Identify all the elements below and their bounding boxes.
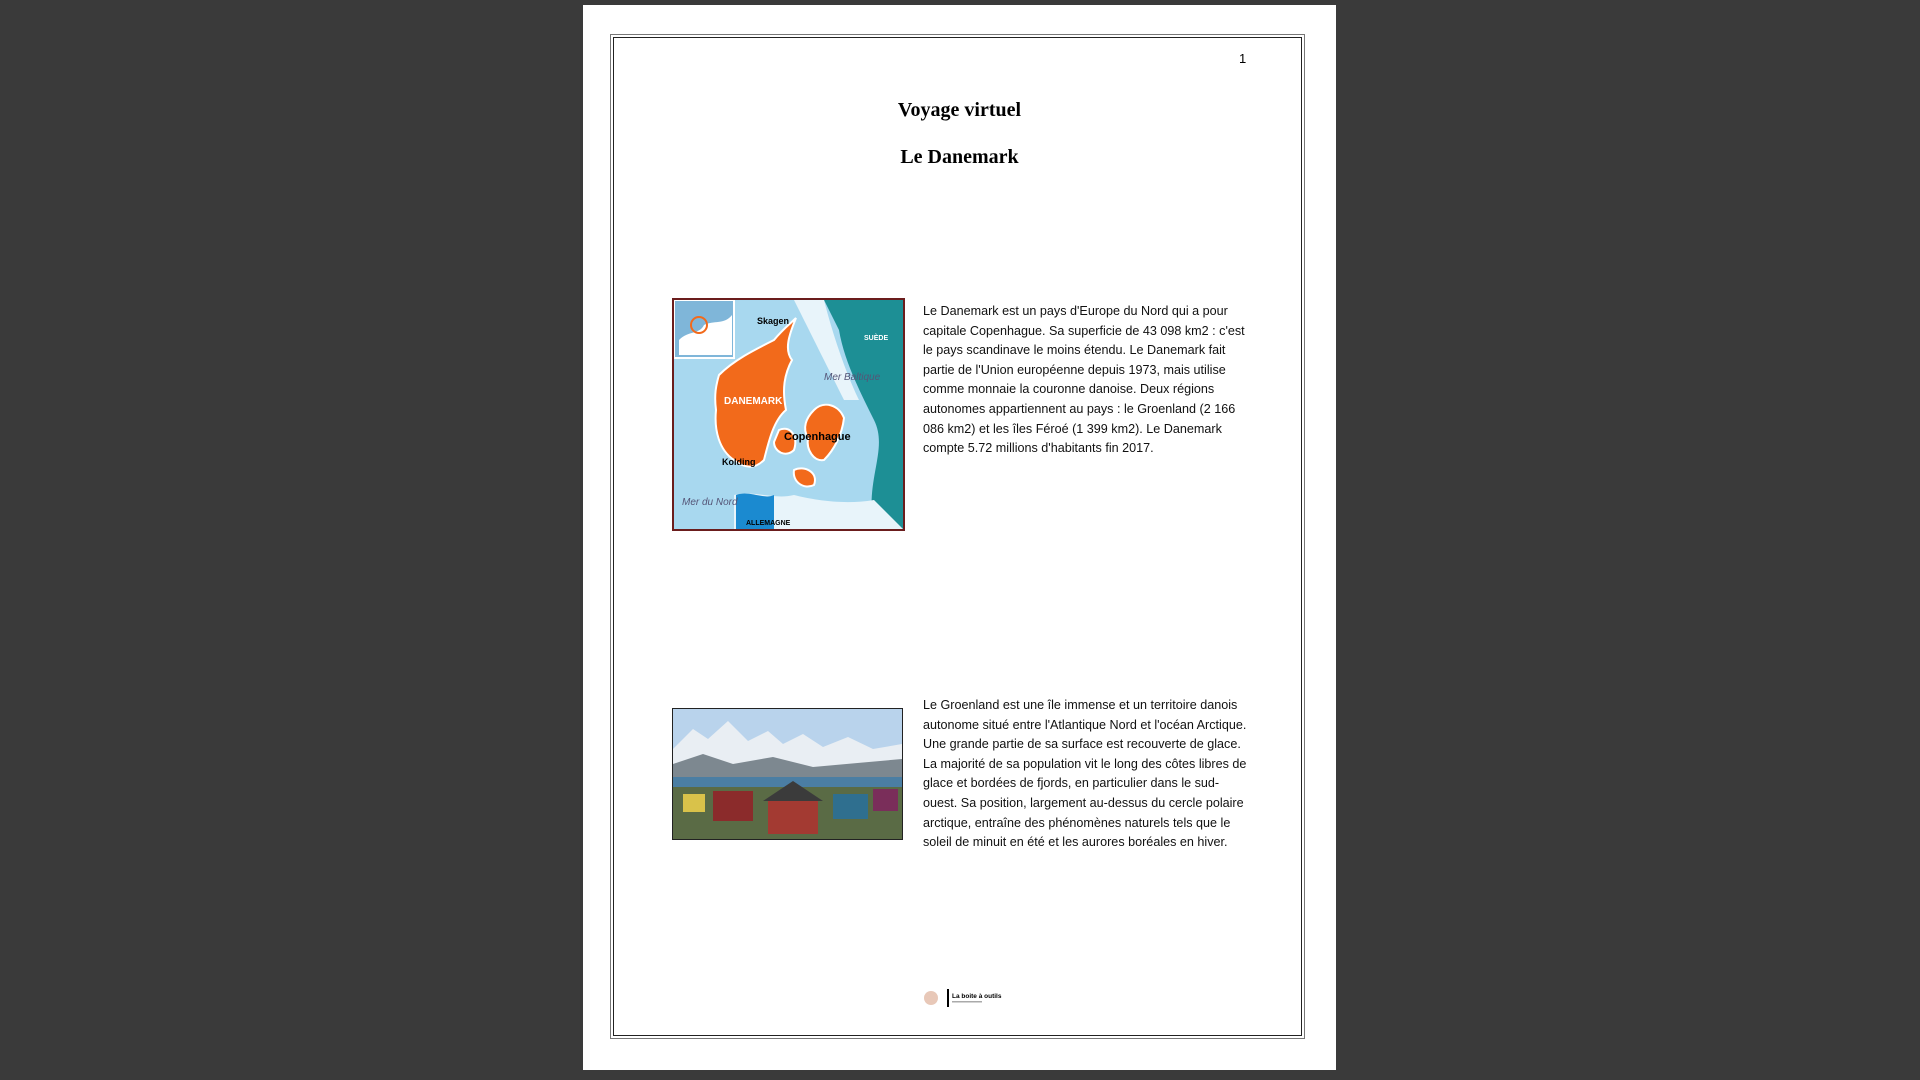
document-page: [583, 5, 1336, 1070]
map-label-danemark: DANEMARK: [724, 396, 783, 407]
greenland-paragraph: Le Groenland est une île immense et un territoire danois autonome situé entre l'Atlantique Nord et l'océan Arctique. Une grande partie de sa surface est recouverte de glace. La majorité de sa population vit le long des côtes libres de glace et bordées de fjords, en particulier dans le sud-ouest. Sa position, largement au-dessus du cercle polaire arctique, entraîne des phénomènes naturels tels que le soleil de minuit en été et les aurores boréales en hiver.: [923, 698, 1247, 850]
map-label-skagen: Skagen: [757, 316, 790, 326]
map-label-mer-du-nord: Mer du Nord: [682, 497, 738, 508]
footer-logo: [922, 987, 1004, 1009]
denmark-map: [672, 298, 905, 531]
map-label-suede: SUÈDE: [864, 335, 889, 342]
svg-text:La boite à outils: La boite à outils: [952, 993, 1002, 1000]
page-number: 1: [1239, 51, 1247, 66]
page-title: Voyage virtuel: [897, 99, 1022, 121]
map-label-allemagne: ALLEMAGNE: [746, 520, 791, 527]
greenland-photo: [672, 708, 903, 840]
page-subtitle: Le Danemark: [900, 146, 1019, 168]
map-label-mer-baltique: Mer Baltique: [824, 372, 881, 383]
page-border: [613, 37, 1302, 1036]
map-label-kolding: Kolding: [722, 457, 756, 467]
denmark-paragraph: Le Danemark est un pays d'Europe du Nord qui a pour capitale Copenhague. Sa superficie de 43 098 km2 : c'est le pays scandinave le moins étendu. Le Danemark fait partie de l'Union européenne depuis 1973, mais utilise comme monnaie la couronne danoise. Deux régions autonomes appartiennent au pays : le Groenland (2 166 086 km2) et les îles Féroé (1 399 km2). Le Danemark compte 5.72 millions d'habitants fin 2017.: [923, 304, 1245, 456]
map-label-copenhague: Copenhague: [784, 431, 851, 443]
